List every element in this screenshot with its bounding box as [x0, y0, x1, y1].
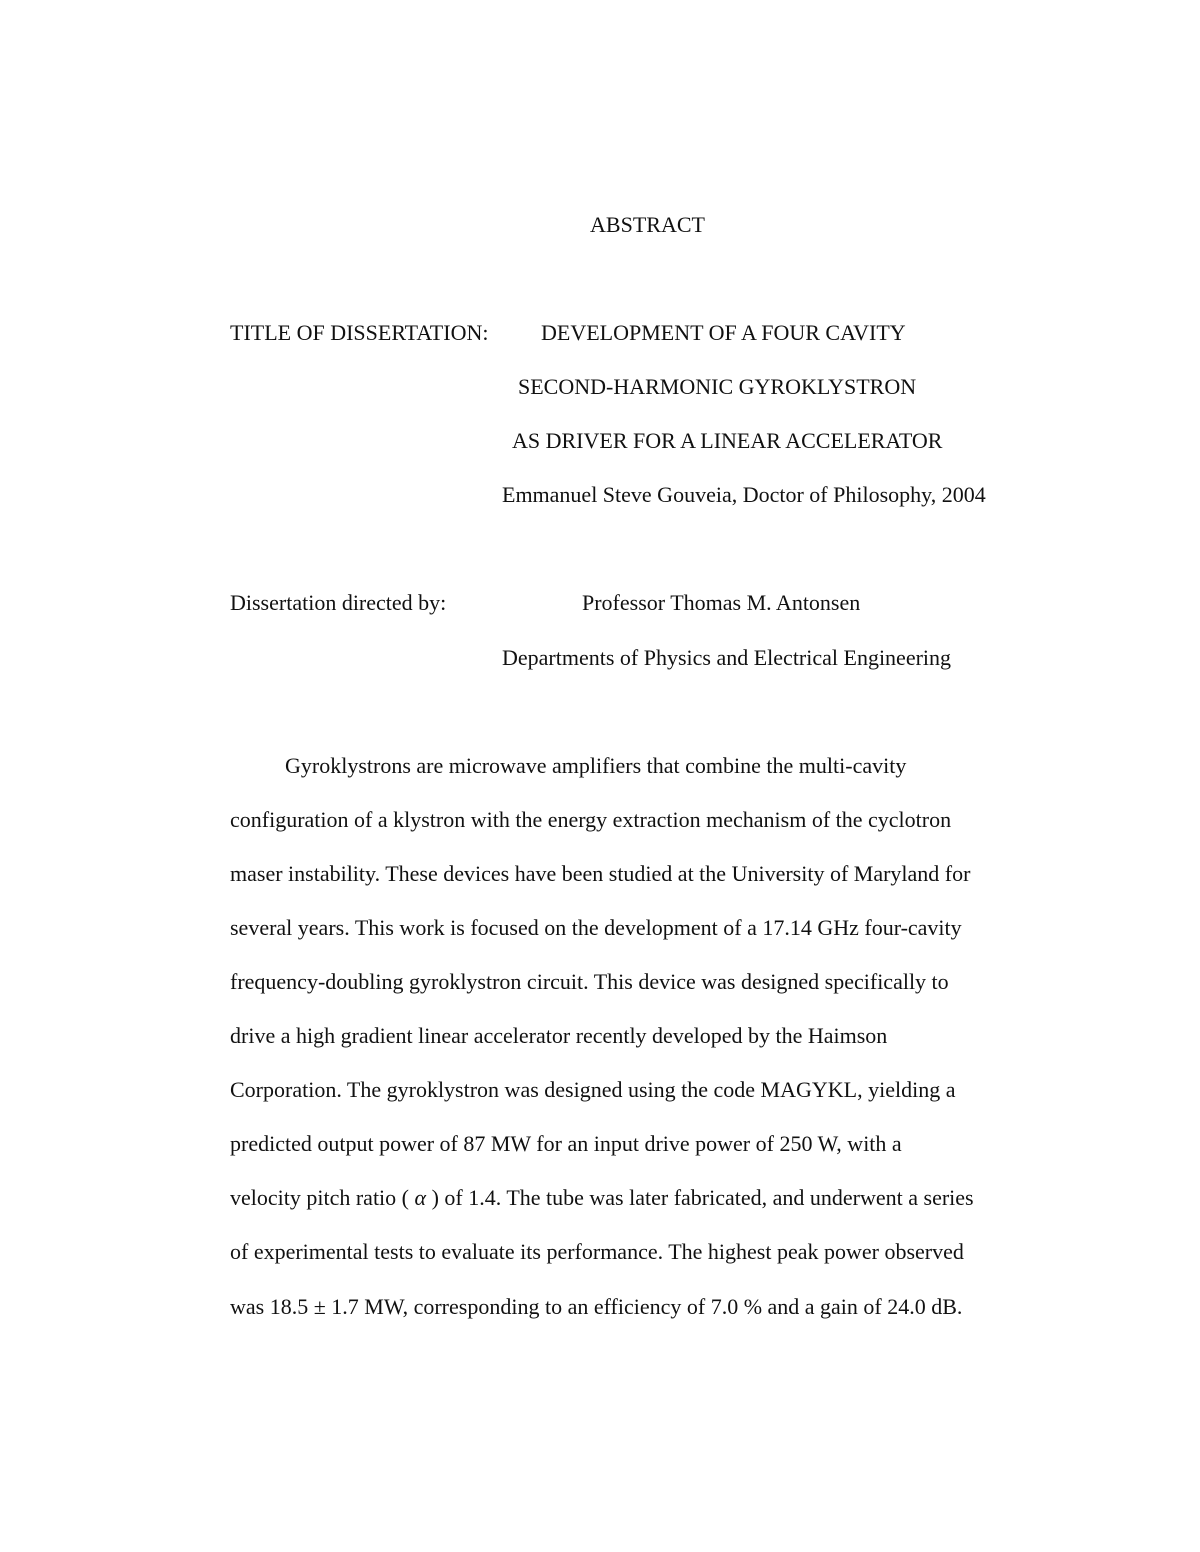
title-line-2: SECOND-HARMONIC GYROKLYSTRON: [518, 374, 917, 399]
abstract-line-4: several years. This work is focused on the development of a 17.14 GHz four-cavity: [230, 915, 962, 940]
alpha-symbol: α: [414, 1185, 427, 1210]
director-department: Departments of Physics and Electrical Engineering: [502, 645, 952, 670]
alpha-line-before: velocity pitch ratio (: [230, 1185, 409, 1210]
title-line-1: DEVELOPMENT OF A FOUR CAVITY: [541, 320, 906, 345]
abstract-line-10: of experimental tests to evaluate its performance. The highest peak power observed: [230, 1239, 964, 1264]
abstract-line-3: maser instability. These devices have been studied at the University of Maryland for: [230, 861, 971, 886]
director-name: Professor Thomas M. Antonsen: [582, 590, 861, 615]
abstract-line-8: predicted output power of 87 MW for an input drive power of 250 W, with a: [230, 1131, 902, 1156]
author-line: Emmanuel Steve Gouveia, Doctor of Philosophy, 2004: [502, 482, 986, 507]
abstract-line-11: was 18.5 ± 1.7 MW, corresponding to an efficiency of 7.0 % and a gain of 24.0 dB.: [230, 1294, 963, 1319]
director-label: Dissertation directed by:: [230, 590, 447, 615]
title-label: TITLE OF DISSERTATION:: [230, 320, 489, 345]
title-line-3: AS DRIVER FOR A LINEAR ACCELERATOR: [512, 428, 943, 453]
abstract-line-2: configuration of a klystron with the energy extraction mechanism of the cyclotron: [230, 807, 952, 832]
abstract-line-9: [230, 1185, 974, 1211]
abstract-heading: ABSTRACT: [590, 212, 705, 237]
abstract-line-6: drive a high gradient linear accelerator recently developed by the Haimson: [230, 1023, 888, 1048]
alpha-line-after: ) of 1.4. The tube was later fabricated, and underwent a series: [431, 1185, 974, 1210]
abstract-line-1: Gyroklystrons are microwave amplifiers that combine the multi-cavity: [285, 753, 907, 778]
abstract-line-5: frequency-doubling gyroklystron circuit. This device was designed specifically to: [230, 969, 949, 994]
abstract-line-7: Corporation. The gyroklystron was designed using the code MAGYKL, yielding a: [230, 1077, 956, 1102]
